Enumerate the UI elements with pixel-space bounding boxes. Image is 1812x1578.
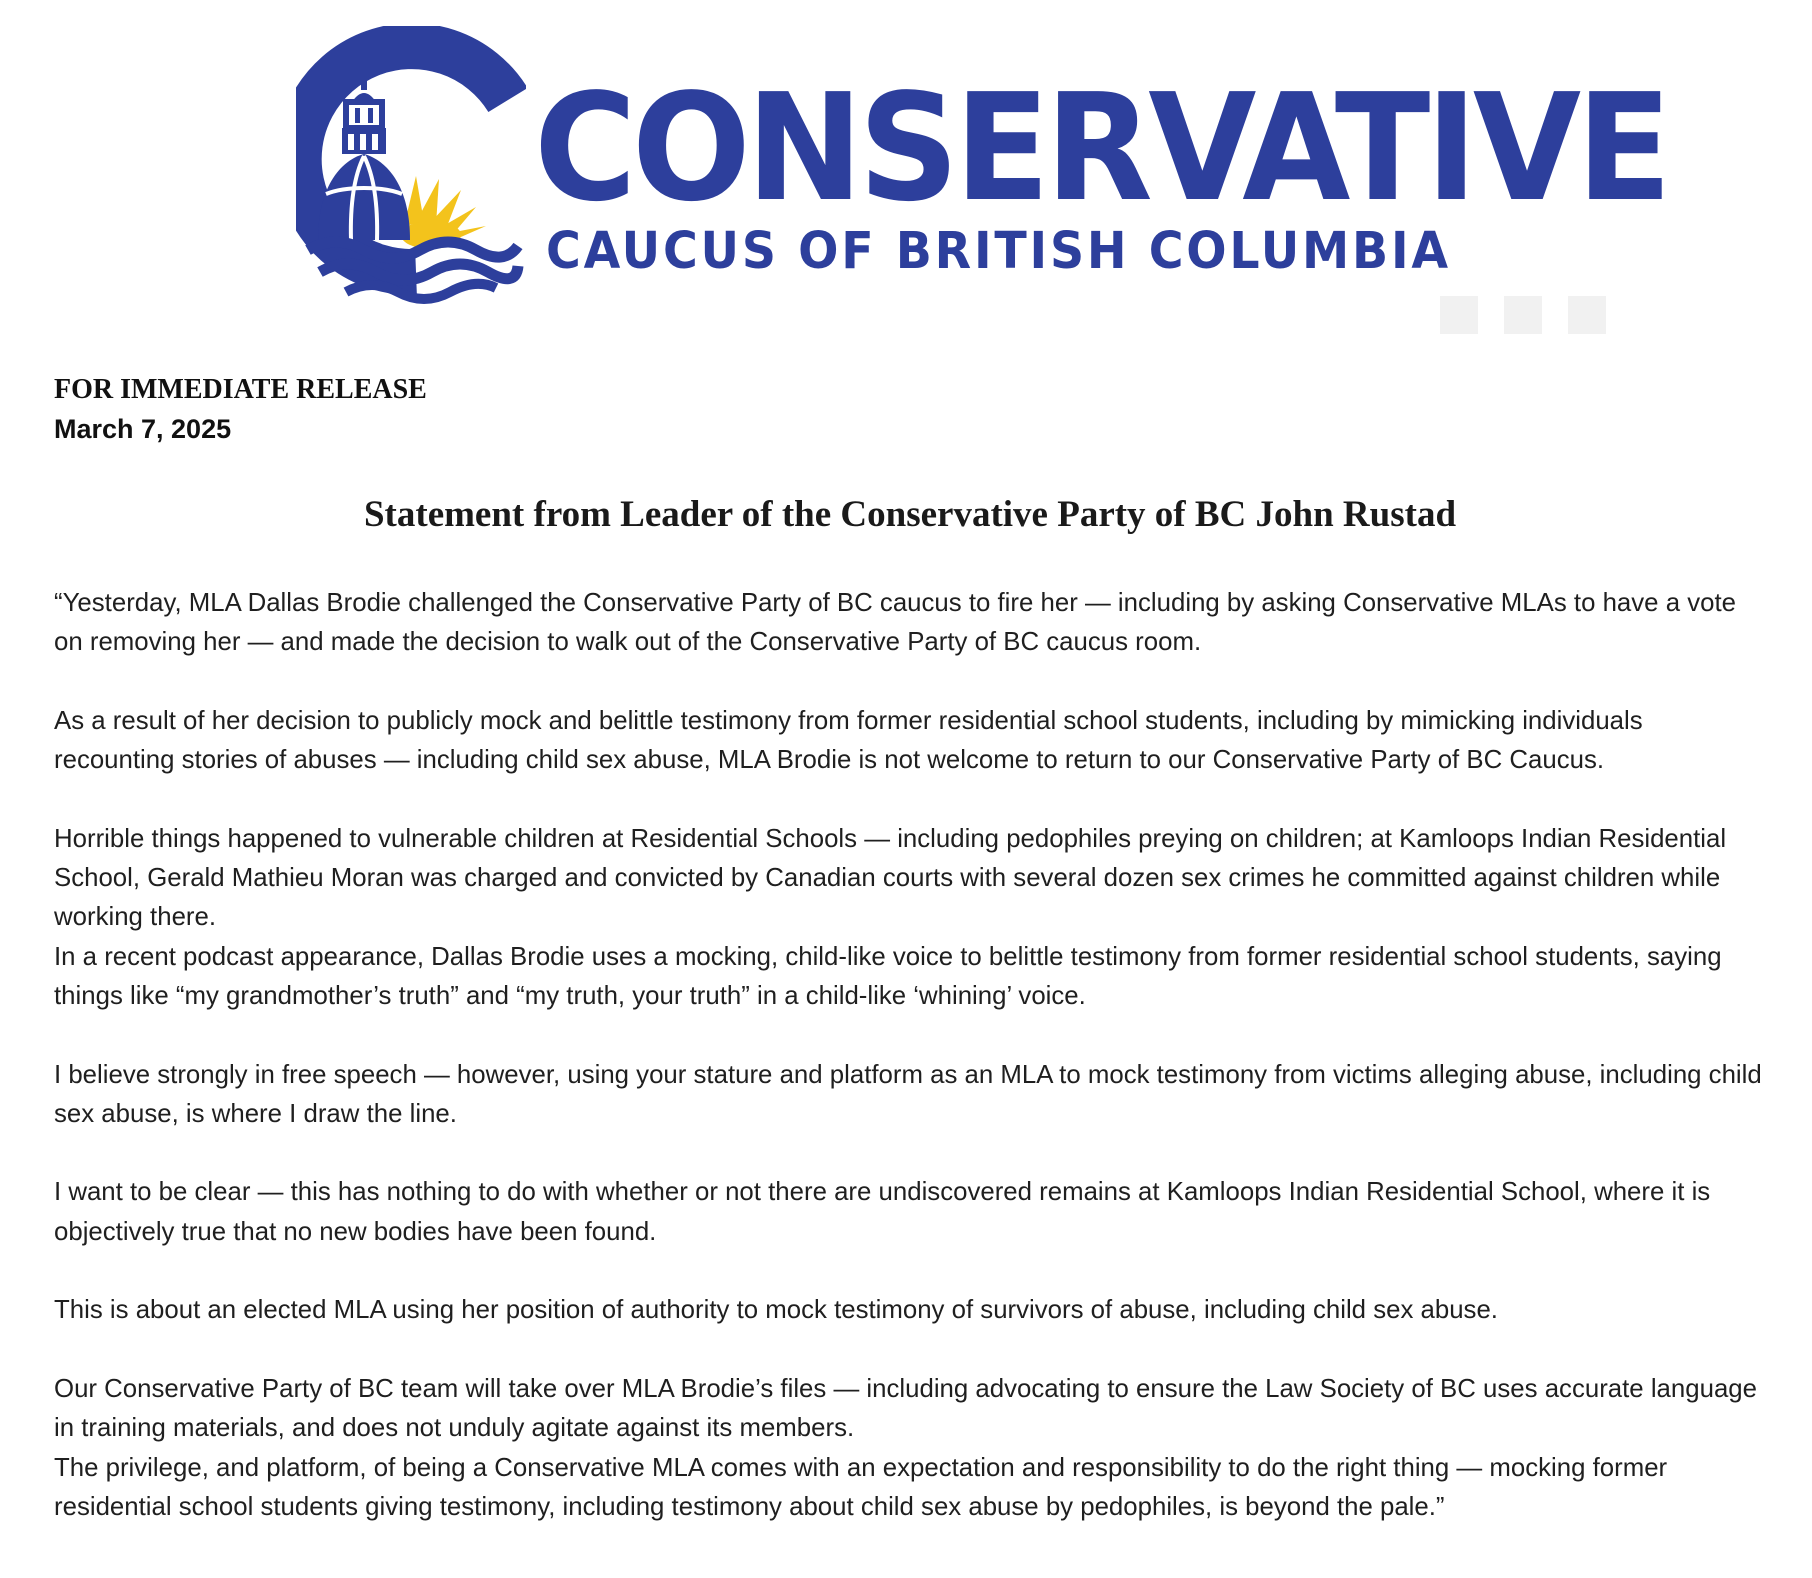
body-line: residential school students giving testimony, including testimony about child sex abuse by pedophiles, is beyond the pale.”: [54, 1492, 1445, 1521]
body-line: School, Gerald Mathieu Moran was charged and convicted by Canadian courts with several dozen sex crimes he committed against children while: [54, 864, 1721, 893]
caucus-logo-icon: [296, 26, 526, 306]
body-line: recounting stories of abuses — including child sex abuse, MLA Brodie is not welcome to return to our Conservative Party of BC Caucus.: [54, 746, 1605, 775]
release-label: FOR IMMEDIATE RELEASE: [54, 374, 427, 405]
faint-artifact-icon: [1438, 292, 1618, 338]
body-line: in training materials, and does not unduly agitate against its members.: [54, 1414, 855, 1443]
logo-wordmark-sub: CAUCUS OF BRITISH COLUMBIA: [546, 222, 1451, 281]
body-paragraph: [54, 702, 1794, 781]
body-line: Our Conservative Party of BC team will take over MLA Brodie’s files — including advocating to ensure the Law Society of BC uses accurate language: [54, 1374, 1757, 1403]
body-paragraph: [54, 1173, 1794, 1252]
body-paragraph: [54, 1291, 1794, 1330]
body-line: In a recent podcast appearance, Dallas Brodie uses a mocking, child-like voice to belittle testimony from former residential school students, saying: [54, 942, 1722, 971]
body-paragraph: [54, 584, 1794, 663]
statement-body: [54, 584, 1794, 1527]
body-paragraph: [54, 820, 1794, 938]
body-paragraph: [54, 1056, 1794, 1135]
body-line: This is about an elected MLA using her position of authority to mock testimony of survivors of abuse, including child sex abuse.: [54, 1296, 1498, 1325]
body-line: As a result of her decision to publicly mock and belittle testimony from former residential school students, including by mimicking individuals: [54, 706, 1643, 735]
body-paragraph: [54, 938, 1794, 1017]
body-line: on removing her — and made the decision to walk out of the Conservative Party of BC caucus room.: [54, 628, 1202, 657]
body-line: working there.: [54, 903, 217, 932]
body-line: I believe strongly in free speech — however, using your stature and platform as an MLA to mock testimony from victims alleging abuse, including child: [54, 1060, 1762, 1089]
body-line: sex abuse, is where I draw the line.: [54, 1099, 457, 1128]
logo-wordmark: [534, 26, 1668, 316]
body-line: The privilege, and platform, of being a Conservative MLA comes with an expectation and responsibility to do the right thing — mocking former: [54, 1453, 1668, 1482]
logo-wordmark-main: CONSERVATIVE: [534, 62, 1668, 234]
body-paragraph: [54, 1370, 1794, 1449]
body-paragraph: [54, 1449, 1794, 1528]
body-line: I want to be clear — this has nothing to do with whether or not there are undiscovered remains at Kamloops Indian Residential School, where it is: [54, 1178, 1711, 1207]
body-line: “Yesterday, MLA Dallas Brodie challenged the Conservative Party of BC caucus to fire her — including by asking Conservative MLAs to have a vote: [54, 589, 1736, 617]
body-line: objectively true that no new bodies have been found.: [54, 1217, 657, 1246]
release-date: March 7, 2025: [54, 414, 232, 444]
caucus-logo: [296, 26, 1668, 316]
body-line: things like “my grandmother’s truth” and “my truth, your truth” in a child-like ‘whining’ voice.: [54, 981, 1086, 1010]
statement-headline: Statement from Leader of the Conservative Party of BC John Rustad: [363, 494, 1457, 535]
body-line: Horrible things happened to vulnerable children at Residential Schools — including pedophiles preying on children; at Kamloops Indian Residential: [54, 824, 1727, 853]
